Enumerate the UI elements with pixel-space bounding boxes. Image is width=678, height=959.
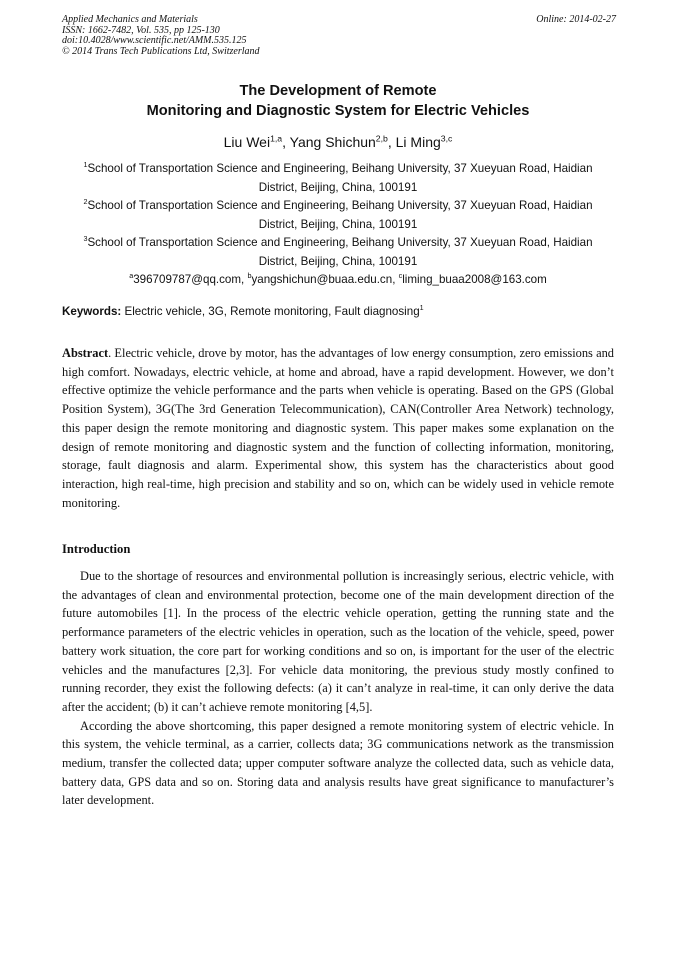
journal-header [62,15,260,57]
author-superscript: 2,b [375,133,388,144]
affiliation-number: 1 [83,160,88,170]
issn-line: ISSN: 1662-7482, Vol. 535, pp 125-130 [62,24,220,36]
affiliation-number: 3 [83,234,88,244]
email-address: 396709787@qq.com [133,273,242,286]
affiliation-3 [62,234,614,271]
affiliation-2 [62,197,614,234]
title-line-1: The Development of Remote [239,83,437,99]
abstract-text: . Electric vehicle, drove by motor, has the advantages of low energy consumption, zero emissions and high comfort. Nowadays, electric vehicle, at home and abroad, have a rapid development. However, we don’t effective optimize the vehicle performance and the parts when vehicle is operating. Based on the GPS (Global Position System), 3G(The 3rd Generation Telecommunication), CAN(Controller Area Network) technology, this paper design the remote monitoring and diagnostic system. This paper makes some explanation on the design of remote monitoring and diagnostic system and the function of collecting information, monitoring, storage, fault diagnosis and alarm. Experimental show, this system has the characteristics about good interaction, high real-time, high precision and stability and so on, which can be widely used in vehicle remote monitoring. [62,346,614,510]
author-separator: , [387,134,396,150]
author-superscript: 1,a [270,133,283,144]
affiliation-1 [62,160,614,197]
email-superscript: c [398,271,403,281]
doi-line: doi:10.4028/www.scientific.net/AMM.535.125 [62,35,247,47]
keywords-footnote-mark: 1 [419,303,424,313]
email-address: yangshichun@buaa.edu.cn [251,273,393,286]
affiliation-line: School of Transportation Science and Engineering, Beihang University, 37 Xueyuan Road, Haidian [87,199,593,212]
keywords [62,303,614,321]
email-superscript: b [247,271,252,281]
title-line-2: Monitoring and Diagnostic System for Electric Vehicles [146,102,530,119]
affiliation-number: 2 [83,197,88,207]
email-list: $^a$396709787@qq.com, $^b$yangshichun@buaa.edu.cn, $^c$liming_buaa2008@163.com [129,271,547,286]
author-list [62,133,614,151]
email-superscript: a [129,271,134,281]
journal-name: Applied Mechanics and Materials [62,14,198,25]
paragraph: Due to the shortage of resources and environmental pollution is increasingly serious, electric vehicle, with the advantages of clean and environmental protection, become one of the main development direction of the future automobiles [1]. In the process of the electric vehicle operation, getting the running state and the performance parameters of the electric vehicles in operation, such as the location of the vehicle, speed, power battery work situation, the core part for working conditions and so on, is important for the user of the electric vehicles and the manufactures [2,3]. For vehicle data monitoring, the previous study mostly confined to running recorder, they exist the following defects: (a) it can’t analyze in real-time, it can only derive the data after the accident; (b) it can’t achieve remote monitoring [4,5]. [62,569,614,714]
author-separator: , [282,134,290,150]
paper-title [62,82,614,121]
abstract [62,344,614,512]
keywords-label: Keywords: [62,305,122,318]
copyright-line: © 2014 Trans Tech Publications Ltd, Switzerland [62,45,260,57]
affiliation-line: District, Beijing, China, 100191 [258,180,418,194]
paragraph: According the above shortcoming, this paper designed a remote monitoring system of electric vehicle. In this system, the vehicle terminal, as a carrier, collects data; 3G communications network as the transmission medium, transfer the collected data; upper computer software analyze the collected data, such as vehicle data, battery data, GPS data and so on. Storing data and analysis results have great significance to manufacturer’s later development. [62,718,614,808]
introduction-body [62,567,614,810]
author-superscript: 3,c [440,133,453,144]
affiliation-line: District, Beijing, China, 100191 [258,217,418,231]
affiliation-line: School of Transportation Science and Engineering, Beihang University, 37 Xueyuan Road, Haidian [87,162,593,175]
online-date: Online: 2014-02-27 [536,14,616,25]
author-name: Yang Shichun [289,134,376,150]
affiliation-line: School of Transportation Science and Engineering, Beihang University, 37 Xueyuan Road, Haidian [87,236,593,249]
section-heading-introduction: Introduction [62,542,131,556]
author-name: Liu Wei [223,134,271,150]
email-address: liming_buaa2008@163.com [402,273,547,286]
affiliation-line: District, Beijing, China, 100191 [258,254,418,268]
affiliations [62,160,614,290]
keywords-text: Electric vehicle, 3G, Remote monitoring, Fault diagnosing [121,305,420,318]
author-name: Li Ming [395,134,441,150]
abstract-label: Abstract [62,346,109,360]
